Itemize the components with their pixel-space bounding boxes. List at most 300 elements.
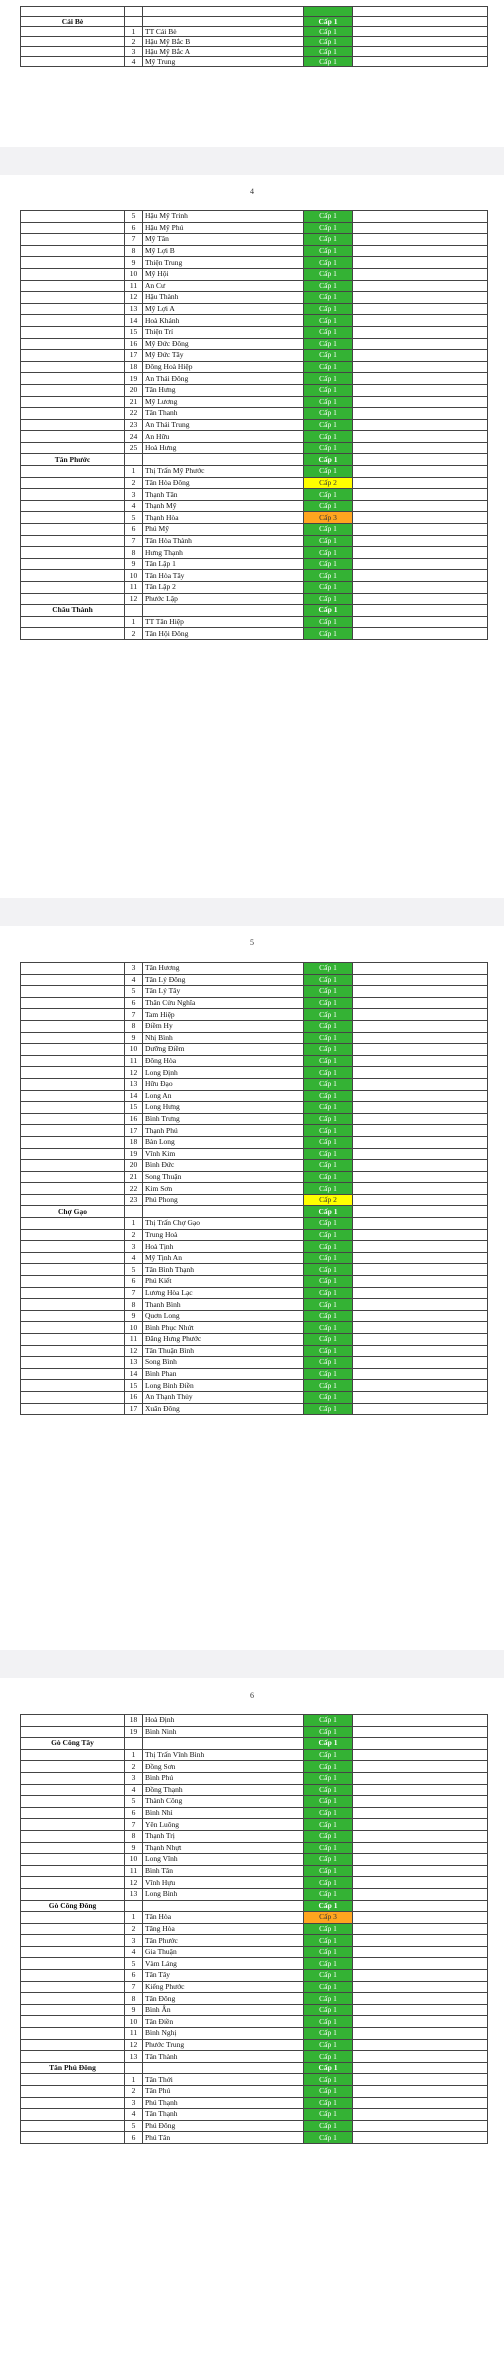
district-cell xyxy=(21,1761,125,1773)
level-cell: Cấp 1 xyxy=(304,303,353,315)
district-cell xyxy=(21,1888,125,1900)
table-row xyxy=(21,268,488,280)
number-cell: 2 xyxy=(125,477,143,489)
area-cell: Phước Lập xyxy=(143,593,304,605)
level-cell: Cấp 2 xyxy=(304,477,353,489)
table-row xyxy=(21,963,488,975)
blank-cell xyxy=(353,2074,488,2086)
area-cell: TT Tân Hiệp xyxy=(143,616,304,628)
number-cell: 8 xyxy=(125,245,143,257)
level-cell: Cấp 1 xyxy=(304,280,353,292)
level-cell: Cấp 1 xyxy=(304,1276,353,1288)
district-cell: Chợ Gạo xyxy=(21,1206,125,1218)
number-cell: 1 xyxy=(125,1218,143,1230)
area-cell xyxy=(143,17,304,27)
table-row xyxy=(21,1136,488,1148)
level-cell: Cấp 1 xyxy=(304,408,353,420)
blank-cell xyxy=(353,1148,488,1160)
district-cell xyxy=(21,37,125,47)
table-row xyxy=(21,350,488,362)
area-cell: Đồng Thạnh xyxy=(143,1784,304,1796)
blank-cell xyxy=(353,963,488,975)
number-cell: 2 xyxy=(125,1923,143,1935)
number-cell: 5 xyxy=(125,211,143,223)
district-cell xyxy=(21,558,125,570)
number-cell: 1 xyxy=(125,616,143,628)
table-row xyxy=(21,1403,488,1415)
number-cell: 9 xyxy=(125,558,143,570)
blank-cell xyxy=(353,1900,488,1912)
level-cell: Cấp 1 xyxy=(304,1345,353,1357)
area-cell: Hoà Khánh xyxy=(143,315,304,327)
blank-cell xyxy=(353,1403,488,1415)
blank-cell xyxy=(353,997,488,1009)
table-row xyxy=(21,27,488,37)
area-cell: Tân Hòa Tây xyxy=(143,570,304,582)
table-row xyxy=(21,1726,488,1738)
number-cell: 22 xyxy=(125,1183,143,1195)
blank-cell xyxy=(353,1993,488,2005)
area-cell: Vàm Láng xyxy=(143,1958,304,1970)
district-row xyxy=(21,605,488,617)
level-cell: Cấp 1 xyxy=(304,2039,353,2051)
area-cell: Mỹ Đức Tây xyxy=(143,350,304,362)
level-cell: Cấp 1 xyxy=(304,419,353,431)
blank-cell xyxy=(353,1819,488,1831)
level-cell: Cấp 1 xyxy=(304,1854,353,1866)
district-cell xyxy=(21,963,125,975)
blank-cell xyxy=(353,396,488,408)
blank-cell xyxy=(353,1113,488,1125)
area-cell: Bình Ninh xyxy=(143,1726,304,1738)
area-cell: Phú Đông xyxy=(143,2120,304,2132)
area-cell: Phú Kiết xyxy=(143,1276,304,1288)
blank-cell xyxy=(353,1078,488,1090)
area-cell: Điềm Hy xyxy=(143,1020,304,1032)
blank-cell xyxy=(353,1842,488,1854)
level-cell: Cấp 1 xyxy=(304,1946,353,1958)
area-cell: Tân Thạnh xyxy=(143,2109,304,2121)
area-cell: Thạnh Phú xyxy=(143,1125,304,1137)
district-cell xyxy=(21,616,125,628)
level-cell: Cấp 1 xyxy=(304,570,353,582)
table-row xyxy=(21,1935,488,1947)
table-row xyxy=(21,1807,488,1819)
area-cell: Hoà Định xyxy=(143,1715,304,1727)
table-row xyxy=(21,1044,488,1056)
area-cell: Tân Lập 1 xyxy=(143,558,304,570)
number-cell xyxy=(125,7,143,17)
number-cell: 19 xyxy=(125,373,143,385)
number-cell: 20 xyxy=(125,384,143,396)
table-row xyxy=(21,1772,488,1784)
district-row xyxy=(21,454,488,466)
table-row xyxy=(21,1842,488,1854)
district-cell xyxy=(21,1784,125,1796)
number-cell: 19 xyxy=(125,1148,143,1160)
number-cell: 18 xyxy=(125,361,143,373)
level-cell: Cấp 1 xyxy=(304,1357,353,1369)
district-cell xyxy=(21,500,125,512)
blank-cell xyxy=(353,1912,488,1924)
area-cell xyxy=(143,2062,304,2074)
table-row xyxy=(21,524,488,536)
blank-cell xyxy=(353,593,488,605)
level-cell: Cấp 1 xyxy=(304,211,353,223)
district-cell xyxy=(21,338,125,350)
district-cell xyxy=(21,373,125,385)
level-cell: Cấp 1 xyxy=(304,1218,353,1230)
table-row xyxy=(21,408,488,420)
blank-cell xyxy=(353,442,488,454)
area-cell: Tân Lý Đông xyxy=(143,974,304,986)
level-cell: Cấp 1 xyxy=(304,1796,353,1808)
district-cell xyxy=(21,1299,125,1311)
level-cell: Cấp 1 xyxy=(304,628,353,640)
number-cell: 16 xyxy=(125,338,143,350)
table-row xyxy=(21,500,488,512)
district-cell xyxy=(21,1078,125,1090)
number-cell: 4 xyxy=(125,1784,143,1796)
number-cell xyxy=(125,17,143,27)
number-cell: 6 xyxy=(125,1276,143,1288)
level-cell: Cấp 1 xyxy=(304,2120,353,2132)
level-cell: Cấp 3 xyxy=(304,1912,353,1924)
blank-cell xyxy=(353,1090,488,1102)
table-row xyxy=(21,1946,488,1958)
district-cell xyxy=(21,1090,125,1102)
table-row xyxy=(21,1067,488,1079)
number-cell: 10 xyxy=(125,268,143,280)
level-cell: Cấp 1 xyxy=(304,1160,353,1172)
table-row xyxy=(21,628,488,640)
blank-cell xyxy=(353,2132,488,2144)
area-cell: Thiện Trí xyxy=(143,326,304,338)
district-cell xyxy=(21,431,125,443)
level-cell: Cấp 1 xyxy=(304,605,353,617)
level-cell: Cấp 1 xyxy=(304,1125,353,1137)
district-cell xyxy=(21,997,125,1009)
blank-cell xyxy=(353,373,488,385)
district-cell xyxy=(21,1241,125,1253)
table-row xyxy=(21,384,488,396)
number-cell: 5 xyxy=(125,986,143,998)
table-row xyxy=(21,222,488,234)
area-cell: Song Thuận xyxy=(143,1171,304,1183)
blank-cell xyxy=(353,1726,488,1738)
number-cell: 12 xyxy=(125,593,143,605)
district-cell xyxy=(21,245,125,257)
table-row xyxy=(21,1368,488,1380)
district-row xyxy=(21,2062,488,2074)
blank-cell xyxy=(353,512,488,524)
area-cell: Thiện Trung xyxy=(143,257,304,269)
blank-cell xyxy=(353,1020,488,1032)
level-cell: Cấp 1 xyxy=(304,1310,353,1322)
table-row xyxy=(21,257,488,269)
number-cell: 1 xyxy=(125,1912,143,1924)
number-cell: 12 xyxy=(125,1877,143,1889)
number-cell: 17 xyxy=(125,350,143,362)
area-cell: Vĩnh Kim xyxy=(143,1148,304,1160)
blank-cell xyxy=(353,17,488,27)
table-row xyxy=(21,280,488,292)
blank-cell xyxy=(353,234,488,246)
area-cell: Thân Cửu Nghĩa xyxy=(143,997,304,1009)
district-cell xyxy=(21,1772,125,1784)
area-cell xyxy=(143,454,304,466)
blank-cell xyxy=(353,1009,488,1021)
number-cell: 16 xyxy=(125,1391,143,1403)
blank-cell xyxy=(353,1032,488,1044)
table-row xyxy=(21,1310,488,1322)
table-row xyxy=(21,1125,488,1137)
level-cell: Cấp 1 xyxy=(304,1368,353,1380)
area-cell: Thạnh Nhựt xyxy=(143,1842,304,1854)
district-cell xyxy=(21,1357,125,1369)
area-cell: Phú Mỹ xyxy=(143,524,304,536)
number-cell: 10 xyxy=(125,1322,143,1334)
level-cell: Cấp 1 xyxy=(304,974,353,986)
district-cell xyxy=(21,1009,125,1021)
district-cell xyxy=(21,257,125,269)
area-cell: Mỹ Đức Đông xyxy=(143,338,304,350)
table-row xyxy=(21,315,488,327)
table-row xyxy=(21,1380,488,1392)
area-cell: Tân Lập 2 xyxy=(143,582,304,594)
area-cell: Song Bình xyxy=(143,1357,304,1369)
district-cell xyxy=(21,1044,125,1056)
level-cell: Cấp 1 xyxy=(304,350,353,362)
area-cell: Thanh Bình xyxy=(143,1299,304,1311)
level-cell: Cấp 1 xyxy=(304,222,353,234)
district-cell xyxy=(21,1923,125,1935)
district-cell xyxy=(21,1067,125,1079)
area-cell: Tam Hiệp xyxy=(143,1009,304,1021)
table-row xyxy=(21,1391,488,1403)
district-cell xyxy=(21,535,125,547)
district-cell xyxy=(21,1218,125,1230)
district-cell xyxy=(21,57,125,67)
area-cell: Nhị Bình xyxy=(143,1032,304,1044)
district-cell xyxy=(21,1749,125,1761)
level-cell: Cấp 1 xyxy=(304,1970,353,1982)
district-cell xyxy=(21,1171,125,1183)
area-cell: Long Hưng xyxy=(143,1102,304,1114)
level-cell: Cấp 1 xyxy=(304,1761,353,1773)
district-cell: Gò Công Đông xyxy=(21,1900,125,1912)
table-row xyxy=(21,1160,488,1172)
table-row xyxy=(21,974,488,986)
level-cell: Cấp 1 xyxy=(304,558,353,570)
district-cell xyxy=(21,524,125,536)
blank-cell xyxy=(353,1252,488,1264)
area-cell: Thành Công xyxy=(143,1796,304,1808)
number-cell: 4 xyxy=(125,500,143,512)
number-cell: 9 xyxy=(125,2004,143,2016)
table-row xyxy=(21,2097,488,2109)
table-row xyxy=(21,1970,488,1982)
table-row xyxy=(21,2109,488,2121)
district-cell: Tân Phú Đông xyxy=(21,2062,125,2074)
level-cell: Cấp 1 xyxy=(304,1715,353,1727)
number-cell: 2 xyxy=(125,1761,143,1773)
blank-cell xyxy=(353,1102,488,1114)
area-cell: Trung Hoà xyxy=(143,1229,304,1241)
table-row xyxy=(21,1113,488,1125)
area-cell: Kim Sơn xyxy=(143,1183,304,1195)
area-cell: Phú Phong xyxy=(143,1194,304,1206)
table-row xyxy=(21,292,488,304)
table-row xyxy=(21,593,488,605)
number-cell: 3 xyxy=(125,1772,143,1784)
table-row xyxy=(21,1264,488,1276)
number-cell: 3 xyxy=(125,2097,143,2109)
level-cell: Cấp 1 xyxy=(304,1044,353,1056)
blank-cell xyxy=(353,1183,488,1195)
district-cell xyxy=(21,2016,125,2028)
blank-cell xyxy=(353,408,488,420)
table-row xyxy=(21,582,488,594)
number-cell: 2 xyxy=(125,37,143,47)
table-row xyxy=(21,489,488,501)
blank-cell xyxy=(353,1229,488,1241)
area-cell: Bình Phan xyxy=(143,1368,304,1380)
area-cell: Mỹ Tịnh An xyxy=(143,1252,304,1264)
number-cell: 2 xyxy=(125,628,143,640)
area-cell: Tân Hương xyxy=(143,963,304,975)
number-cell: 4 xyxy=(125,2109,143,2121)
district-cell xyxy=(21,1391,125,1403)
classification-table xyxy=(20,210,488,640)
blank-cell xyxy=(353,524,488,536)
number-cell: 5 xyxy=(125,512,143,524)
blank-cell xyxy=(353,1067,488,1079)
district-cell xyxy=(21,1148,125,1160)
level-cell: Cấp 1 xyxy=(304,2097,353,2109)
area-cell: Mỹ Hội xyxy=(143,268,304,280)
blank-cell xyxy=(353,2109,488,2121)
district-cell: Tân Phước xyxy=(21,454,125,466)
table-row xyxy=(21,1715,488,1727)
area-cell: TT Cái Bè xyxy=(143,27,304,37)
table-row xyxy=(21,442,488,454)
level-cell: Cấp 1 xyxy=(304,1391,353,1403)
number-cell: 5 xyxy=(125,2120,143,2132)
level-cell: Cấp 1 xyxy=(304,338,353,350)
table-row xyxy=(21,1241,488,1253)
number-cell: 3 xyxy=(125,1241,143,1253)
number-cell: 14 xyxy=(125,1368,143,1380)
district-cell: Châu Thành xyxy=(21,605,125,617)
number-cell: 11 xyxy=(125,1865,143,1877)
blank-cell xyxy=(353,1206,488,1218)
area-cell: An Hữu xyxy=(143,431,304,443)
number-cell: 6 xyxy=(125,1970,143,1982)
level-cell: Cấp 1 xyxy=(304,1148,353,1160)
number-cell: 10 xyxy=(125,1044,143,1056)
table-row xyxy=(21,512,488,524)
area-cell: Bình Đức xyxy=(143,1160,304,1172)
level-cell: Cấp 1 xyxy=(304,2132,353,2144)
level-cell: Cấp 1 xyxy=(304,524,353,536)
area-cell: Tân Bình Thạnh xyxy=(143,1264,304,1276)
number-cell: 23 xyxy=(125,419,143,431)
blank-cell xyxy=(353,1241,488,1253)
district-cell xyxy=(21,2039,125,2051)
district-cell xyxy=(21,268,125,280)
number-cell: 12 xyxy=(125,1067,143,1079)
area-cell: Tân Phú xyxy=(143,2086,304,2098)
table-row xyxy=(21,2086,488,2098)
blank-cell xyxy=(353,211,488,223)
blank-cell xyxy=(353,315,488,327)
blank-cell xyxy=(353,245,488,257)
table-row xyxy=(21,245,488,257)
level-cell: Cấp 1 xyxy=(304,535,353,547)
district-cell xyxy=(21,512,125,524)
district-cell xyxy=(21,234,125,246)
table-row xyxy=(21,1252,488,1264)
table-row xyxy=(21,1090,488,1102)
level-cell: Cấp 1 xyxy=(304,361,353,373)
district-cell xyxy=(21,1807,125,1819)
district-cell xyxy=(21,1136,125,1148)
area-cell: Tân Thành xyxy=(143,2051,304,2063)
blank-cell xyxy=(353,222,488,234)
number-cell: 6 xyxy=(125,222,143,234)
table-row xyxy=(21,1796,488,1808)
level-cell: Cấp 1 xyxy=(304,1865,353,1877)
table-row xyxy=(21,1345,488,1357)
level-cell: Cấp 1 xyxy=(304,396,353,408)
blank-cell xyxy=(353,1345,488,1357)
blank-cell xyxy=(353,1160,488,1172)
area-cell: Gia Thuận xyxy=(143,1946,304,1958)
level-cell: Cấp 1 xyxy=(304,500,353,512)
level-cell: Cấp 1 xyxy=(304,997,353,1009)
area-cell: Tân Lý Tây xyxy=(143,986,304,998)
number-cell: 4 xyxy=(125,1252,143,1264)
blank-cell xyxy=(353,489,488,501)
number-cell: 7 xyxy=(125,234,143,246)
level-cell: Cấp 1 xyxy=(304,1287,353,1299)
level-cell: Cấp 1 xyxy=(304,1923,353,1935)
level-cell: Cấp 1 xyxy=(304,1877,353,1889)
number-cell: 21 xyxy=(125,396,143,408)
area-cell: Đăng Hưng Phước xyxy=(143,1334,304,1346)
table-row xyxy=(21,1102,488,1114)
table-row xyxy=(21,1877,488,1889)
number-cell: 15 xyxy=(125,326,143,338)
area-cell: Hậu Mỹ Phú xyxy=(143,222,304,234)
table-row xyxy=(21,1171,488,1183)
level-cell: Cấp 1 xyxy=(304,547,353,559)
number-cell xyxy=(125,1738,143,1750)
blank-cell xyxy=(353,350,488,362)
district-cell xyxy=(21,2109,125,2121)
blank-cell xyxy=(353,1171,488,1183)
district-cell xyxy=(21,1055,125,1067)
district-cell xyxy=(21,1322,125,1334)
blank-cell xyxy=(353,384,488,396)
table-row xyxy=(21,477,488,489)
area-cell: Tân Hòa Đông xyxy=(143,477,304,489)
blank-cell xyxy=(353,57,488,67)
blank-cell xyxy=(353,431,488,443)
blank-cell xyxy=(353,1334,488,1346)
blank-cell xyxy=(353,268,488,280)
